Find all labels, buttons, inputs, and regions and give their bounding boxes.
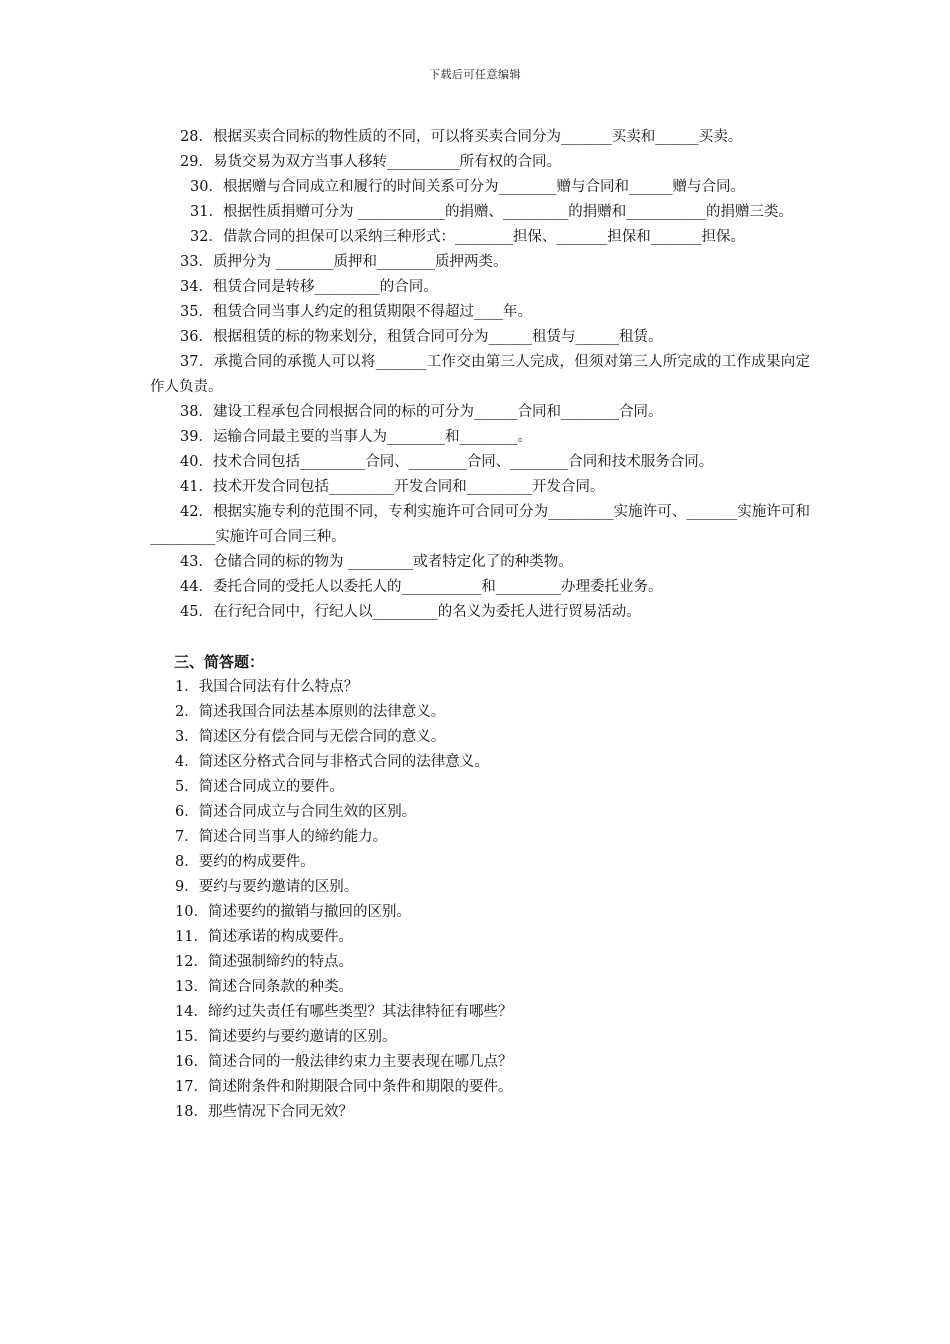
fill-question: 43．仓储合同的标的物为 _________或者特定化了的种类物。 xyxy=(180,554,573,570)
fill-question: 34．租赁合同是转移_________的合同。 xyxy=(180,279,438,295)
fill-question: 37．承揽合同的承揽人可以将_______工作交由第三人完成，但须对第三人所完成的工作成果向定作人负责。 xyxy=(150,354,810,395)
short-answer-question: 17．简述附条件和附期限合同中条件和期限的要件。 xyxy=(175,1079,513,1095)
fill-question: 30．根据赠与合同成立和履行的时间关系可分为________赠与合同和______赠与合同。 xyxy=(190,179,745,195)
fill-question: 33．质押分为 ________质押和________质押两类。 xyxy=(180,254,508,270)
fill-in-questions xyxy=(150,125,810,625)
short-answer-question: 4．简述区分格式合同与非格式合同的法律意义。 xyxy=(175,754,489,770)
short-answer-question: 18．那些情况下合同无效？ xyxy=(175,1104,353,1120)
short-answer-question: 3．简述区分有偿合同与无偿合同的意义。 xyxy=(175,729,446,745)
fill-question: 35．租赁合同当事人约定的租赁期限不得超过____年。 xyxy=(180,304,532,320)
short-answer-question: 16．简述合同的一般法律约束力主要表现在哪几点？ xyxy=(175,1054,513,1070)
short-answer-question: 11．简述承诺的构成要件。 xyxy=(175,929,353,945)
fill-question: 36．根据租赁的标的物来划分，租赁合同可分为______租赁与______租赁。 xyxy=(180,329,663,345)
short-answer-question: 14．缔约过失责任有哪些类型？其法律特征有哪些？ xyxy=(175,1004,513,1020)
document-body xyxy=(150,125,810,1125)
short-answer-question: 12．简述强制缔约的特点。 xyxy=(175,954,353,970)
short-answer-question: 9．要约与要约邀请的区别。 xyxy=(175,879,359,895)
fill-question: 29．易货交易为双方当事人移转__________所有权的合同。 xyxy=(180,154,561,170)
fill-question: 42．根据实施专利的范围不同，专利实施许可合同可分为_________实施许可、_______实施许可和_________实施许可合同三种。 xyxy=(150,504,810,545)
fill-question: 45．在行纪合同中，行纪人以_________的名义为委托人进行贸易活动。 xyxy=(180,604,641,620)
short-answer-question: 13．简述合同条款的种类。 xyxy=(175,979,353,995)
page-header: 下载后可任意编辑 xyxy=(429,68,521,81)
fill-question: 44．委托合同的受托人以委托人的___________和_________办理委托业务。 xyxy=(180,579,663,595)
fill-question: 41．技术开发合同包括_________开发合同和_________开发合同。 xyxy=(180,479,605,495)
short-answer-question: 15．简述要约与要约邀请的区别。 xyxy=(175,1029,397,1045)
fill-question: 39．运输合同最主要的当事人为________和________。 xyxy=(180,429,532,445)
short-answer-question: 1．我国合同法有什么特点？ xyxy=(175,679,359,695)
short-answer-question: 5．简述合同成立的要件。 xyxy=(175,779,344,795)
section-title: 三、简答题： xyxy=(174,653,265,671)
fill-question: 32．借款合同的担保可以采纳三种形式：________担保、_______担保和_______担保。 xyxy=(190,229,745,245)
short-answer-question: 8．要约的构成要件。 xyxy=(175,854,315,870)
fill-question: 38．建设工程承包合同根据合同的标的可分为______合同和________合同。 xyxy=(180,404,663,420)
short-answer-question: 10．简述要约的撤销与撤回的区别。 xyxy=(175,904,411,920)
fill-question: 40．技术合同包括_________合同、________合同、________合同和技术服务合同。 xyxy=(180,454,714,470)
short-answer-question: 7．简述合同当事人的缔约能力。 xyxy=(175,829,388,845)
short-answer-questions xyxy=(150,675,810,1125)
short-answer-question: 6．简述合同成立与合同生效的区别。 xyxy=(175,804,417,820)
fill-question: 31．根据性质捐赠可分为 ____________的捐赠、_________的捐赠和___________的捐赠三类。 xyxy=(190,204,794,220)
fill-question: 28．根据买卖合同标的物性质的不同，可以将买卖合同分为_______买卖和______买卖。 xyxy=(180,129,743,145)
short-answer-question: 2．简述我国合同法基本原则的法律意义。 xyxy=(175,704,446,720)
